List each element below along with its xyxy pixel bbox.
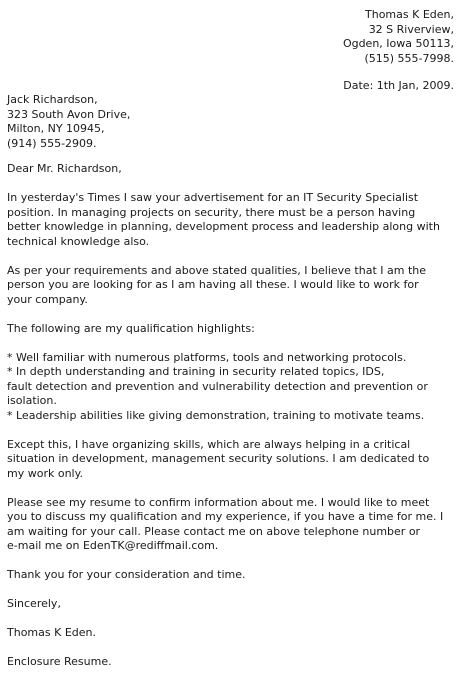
paragraph-line: * Leadership abilities like giving demonstration, training to motivate teams. bbox=[7, 408, 425, 422]
paragraph-line: isolation. bbox=[7, 394, 57, 407]
enclosure-note bbox=[7, 655, 459, 670]
signature-name bbox=[7, 626, 459, 641]
closing bbox=[7, 597, 459, 612]
paragraphs-container bbox=[7, 191, 459, 670]
sender-name: Thomas K Eden, bbox=[365, 8, 454, 21]
requirements-paragraph bbox=[7, 264, 459, 308]
intro-paragraph bbox=[7, 191, 459, 249]
sender-street: 32 S Riverview, bbox=[368, 22, 454, 36]
paragraph-line: position. In managing projects on security, there must be a person having bbox=[7, 205, 416, 219]
contact-paragraph bbox=[7, 496, 459, 554]
recipient-city: Milton, NY 10945, bbox=[7, 122, 105, 135]
paragraph-line: Thank you for your consideration and time. bbox=[7, 568, 246, 581]
paragraph-line: person you are looking for as I am having all these. I would like to work for bbox=[7, 278, 419, 291]
paragraph-line: better knowledge in planning, development process and leadership along with bbox=[7, 220, 440, 233]
recipient-phone: (914) 555-2909. bbox=[7, 136, 97, 150]
salutation-text: Dear Mr. Richardson, bbox=[7, 162, 122, 175]
skills-paragraph bbox=[7, 438, 459, 482]
paragraph-line: As per your requirements and above stated qualities, I believe that I am the bbox=[7, 263, 427, 277]
paragraph-line: Please see my resume to confirm information about me. I would like to meet bbox=[7, 495, 430, 509]
paragraph-line: Sincerely, bbox=[7, 597, 61, 610]
letter-body bbox=[7, 162, 459, 684]
recipient-address-block bbox=[7, 93, 130, 151]
paragraph-line: e-mail me on EdenTK@rediffmail.com. bbox=[7, 539, 219, 552]
paragraph-line: situation in development, management security solutions. I am dedicated to bbox=[7, 452, 430, 465]
thanks-paragraph bbox=[7, 568, 459, 583]
paragraph-line: my work only. bbox=[7, 466, 84, 480]
recipient-name: Jack Richardson, bbox=[7, 93, 98, 106]
paragraph-line: Thomas K Eden. bbox=[7, 626, 96, 639]
paragraph-line: you to discuss my qualification and my experience, if you have a time for me. I bbox=[7, 510, 444, 523]
paragraph-line: Except this, I have organizing skills, which are always helping in a critical bbox=[7, 437, 411, 451]
paragraph-line: Enclosure Resume. bbox=[7, 655, 112, 668]
sender-city: Ogden, Iowa 50113, bbox=[342, 37, 454, 50]
paragraph-line: * In depth understanding and training in security related topics, IDS, bbox=[7, 365, 385, 378]
recipient-street: 323 South Avon Drive, bbox=[7, 107, 131, 121]
paragraph-line: am waiting for your call. Please contact me on above telephone number or bbox=[7, 524, 421, 538]
letter-date: Date: 1th Jan, 2009. bbox=[343, 79, 454, 92]
paragraph-line: technical knowledge also. bbox=[7, 234, 150, 248]
paragraph-line: your company. bbox=[7, 292, 88, 306]
highlights-heading bbox=[7, 322, 459, 337]
paragraph-line: The following are my qualification highlights: bbox=[7, 321, 255, 335]
salutation bbox=[7, 162, 459, 177]
sender-phone: (515) 555-7998. bbox=[364, 51, 454, 65]
highlights-list bbox=[7, 351, 459, 424]
paragraph-line: * Well familiar with numerous platforms, tools and networking protocols. bbox=[7, 350, 407, 364]
sender-address-block bbox=[343, 8, 454, 66]
paragraph-line: fault detection and prevention and vulnerability detection and prevention or bbox=[7, 379, 428, 393]
paragraph-line: In yesterday's Times I saw your advertisement for an IT Security Specialist bbox=[7, 191, 419, 204]
